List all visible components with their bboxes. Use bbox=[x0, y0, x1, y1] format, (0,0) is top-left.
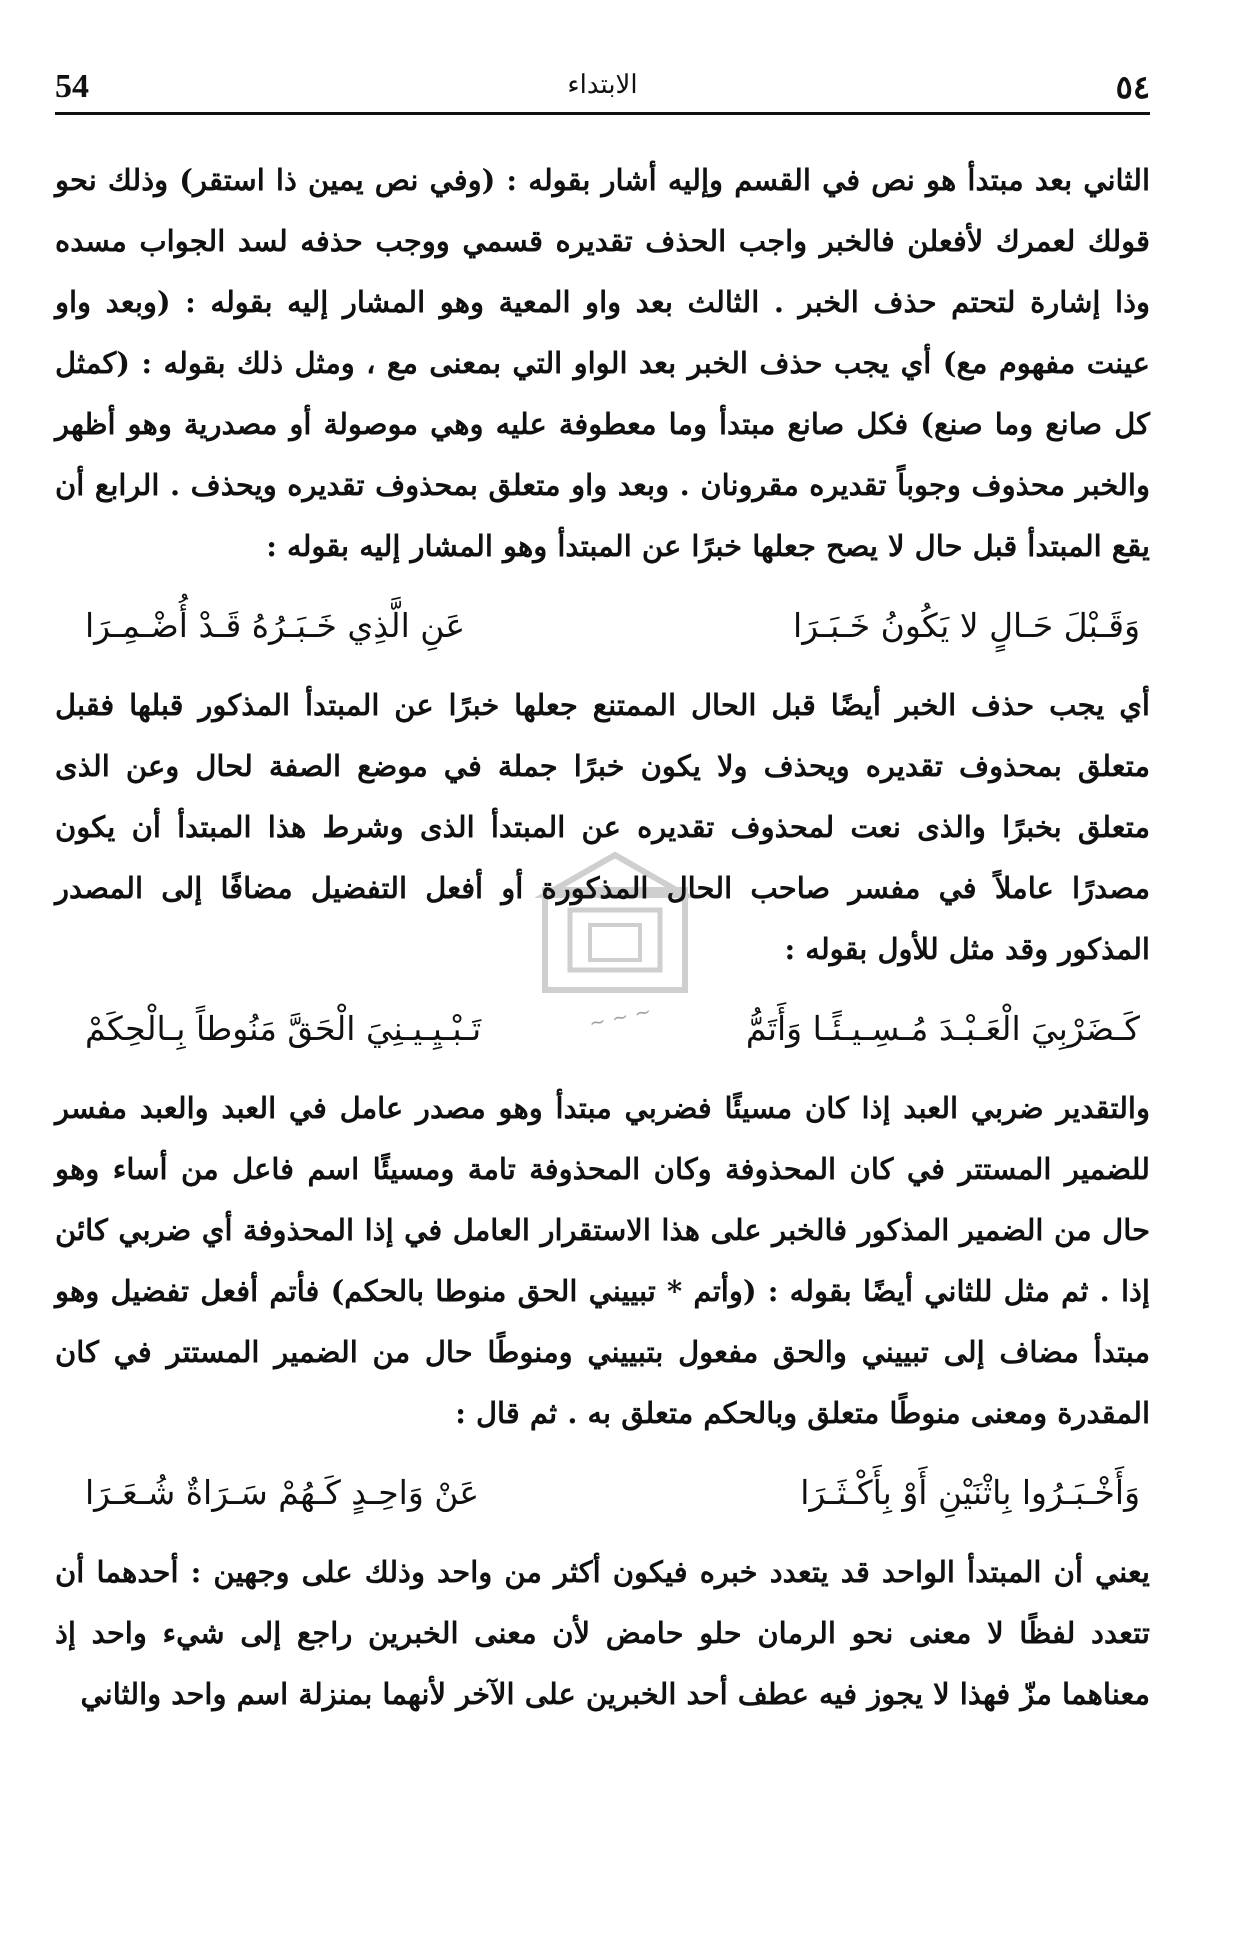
verse-3 bbox=[55, 1462, 1150, 1524]
watermark-text: ~ ~ ~ bbox=[586, 998, 654, 1036]
page-number-latin: 54 bbox=[55, 68, 89, 105]
verse-1-second-hemistich: عَنِ الَّذِي خَـبَـرُهُ قَـدْ أُضْـمِـرَا bbox=[85, 606, 466, 645]
verse-3-second-hemistich: عَنْ وَاحِـدٍ كَـهُمْ سَـرَاةٌ شُـعَـرَا bbox=[85, 1473, 480, 1512]
verse-2-second-hemistich: تَـبْـيِـيـنِيَ الْحَقَّ مَنُوطاً بِـالْحِكَمْ bbox=[85, 1009, 482, 1048]
paragraph-3: والتقدير ضربي العبد إذا كان مسيئًا فضربي مبتدأ وهو مصدر عامل في العبد والعبد مفسر للضمير المستتر في كان المحذوفة وكان المحذوفة تامة ومسيئًا اسم فاعل من أساء وهو حال من الضمير المذكور فالخبر على هذا الاستقرار العامل في إذا المحذوفة أي ضربي كائن إذا . ثم مثل للثاني أيضًا بقوله : (وأتم * تبييني الحق منوطا بالحكم) فأتم أفعل تفضيل وهو مبتدأ مضاف إلى تبييني والحق مفعول بتبييني ومنوطًا حال من الضمير المستتر في كان المقدرة ومعنى منوطًا متعلق وبالحكم متعلق به . ثم قال : bbox=[55, 1091, 1150, 1430]
verse-2-first-hemistich: كَـضَرْبِيَ الْعَـبْـدَ مُـسِـيـئًـا وَأَتَمُّ bbox=[745, 1009, 1140, 1048]
running-title: الابتداء bbox=[567, 70, 638, 100]
verse-1-first-hemistich: وَقَـبْلَ حَـالٍ لا يَكُونُ خَـبَـرَا bbox=[793, 606, 1140, 645]
verse-3-first-hemistich: وَأَخْـبَـرُوا بِاثْنَيْنِ أَوْ بِأَكْـثَـرَا bbox=[800, 1473, 1140, 1512]
page-number-arabic: ٥٤ bbox=[1115, 68, 1150, 106]
verse-1 bbox=[55, 595, 1150, 657]
verse-2 bbox=[55, 998, 1150, 1060]
page-header bbox=[55, 68, 1150, 108]
paragraph-2: أي يجب حذف الخبر أيضًا قبل الحال الممتنع جعلها خبرًا عن المبتدأ المذكور قبلها فقبل متعلق بمحذوف تقديره ويحذف ولا يكون خبرًا جملة في موضع الصفة لحال وعن الذى متعلق بخبرًا والذى نعت لمحذوف تقديره عن المبتدأ الذى وشرط هذا المبتدأ أن يكون مصدرًا عاملاً في مفسر صاحب الحال المذكورة أو أفعل التفضيل مضافًا إلى المصدر المذكور وقد مثل للأول بقوله : bbox=[55, 688, 1150, 966]
paragraph-4: يعني أن المبتدأ الواحد قد يتعدد خبره فيكون أكثر من واحد وذلك على وجهين : أحدهما أن تتعدد لفظًا لا معنى نحو الرمان حلو حامض لأن معنى الخبرين راجع إلى شيء واحد إذ معناهما مزّ فهذا لا يجوز فيه عطف أحد الخبرين على الآخر لأنهما بمنزلة اسم واحد والثاني bbox=[55, 1555, 1150, 1711]
page-body bbox=[55, 150, 1150, 1725]
paragraph-1: الثاني بعد مبتدأ هو نص في القسم وإليه أشار بقوله : (وفي نص يمين ذا استقر) وذلك نحو قولك لعمرك لأفعلن فالخبر واجب الحذف تقديره قسمي ووجب حذفه لسد الجواب مسده وذا إشارة لتحتم حذف الخبر . الثالث بعد واو المعية وهو المشار إليه بقوله : (وبعد واو عينت مفهوم مع) أي يجب حذف الخبر بعد الواو التي بمعنى مع ، ومثل ذلك بقوله : (كمثل كل صانع وما صنع) فكل صانع مبتدأ وما معطوفة عليه وهي موصولة أو مصدرية وهو أظهر والخبر محذوف وجوباً تقديره مقرونان . وبعد واو متعلق بمحذوف تقديره ويحذف . الرابع أن يقع المبتدأ قبل حال لا يصح جعلها خبرًا عن المبتدأ وهو المشار إليه بقوله : bbox=[55, 163, 1150, 563]
header-rule bbox=[55, 112, 1150, 115]
